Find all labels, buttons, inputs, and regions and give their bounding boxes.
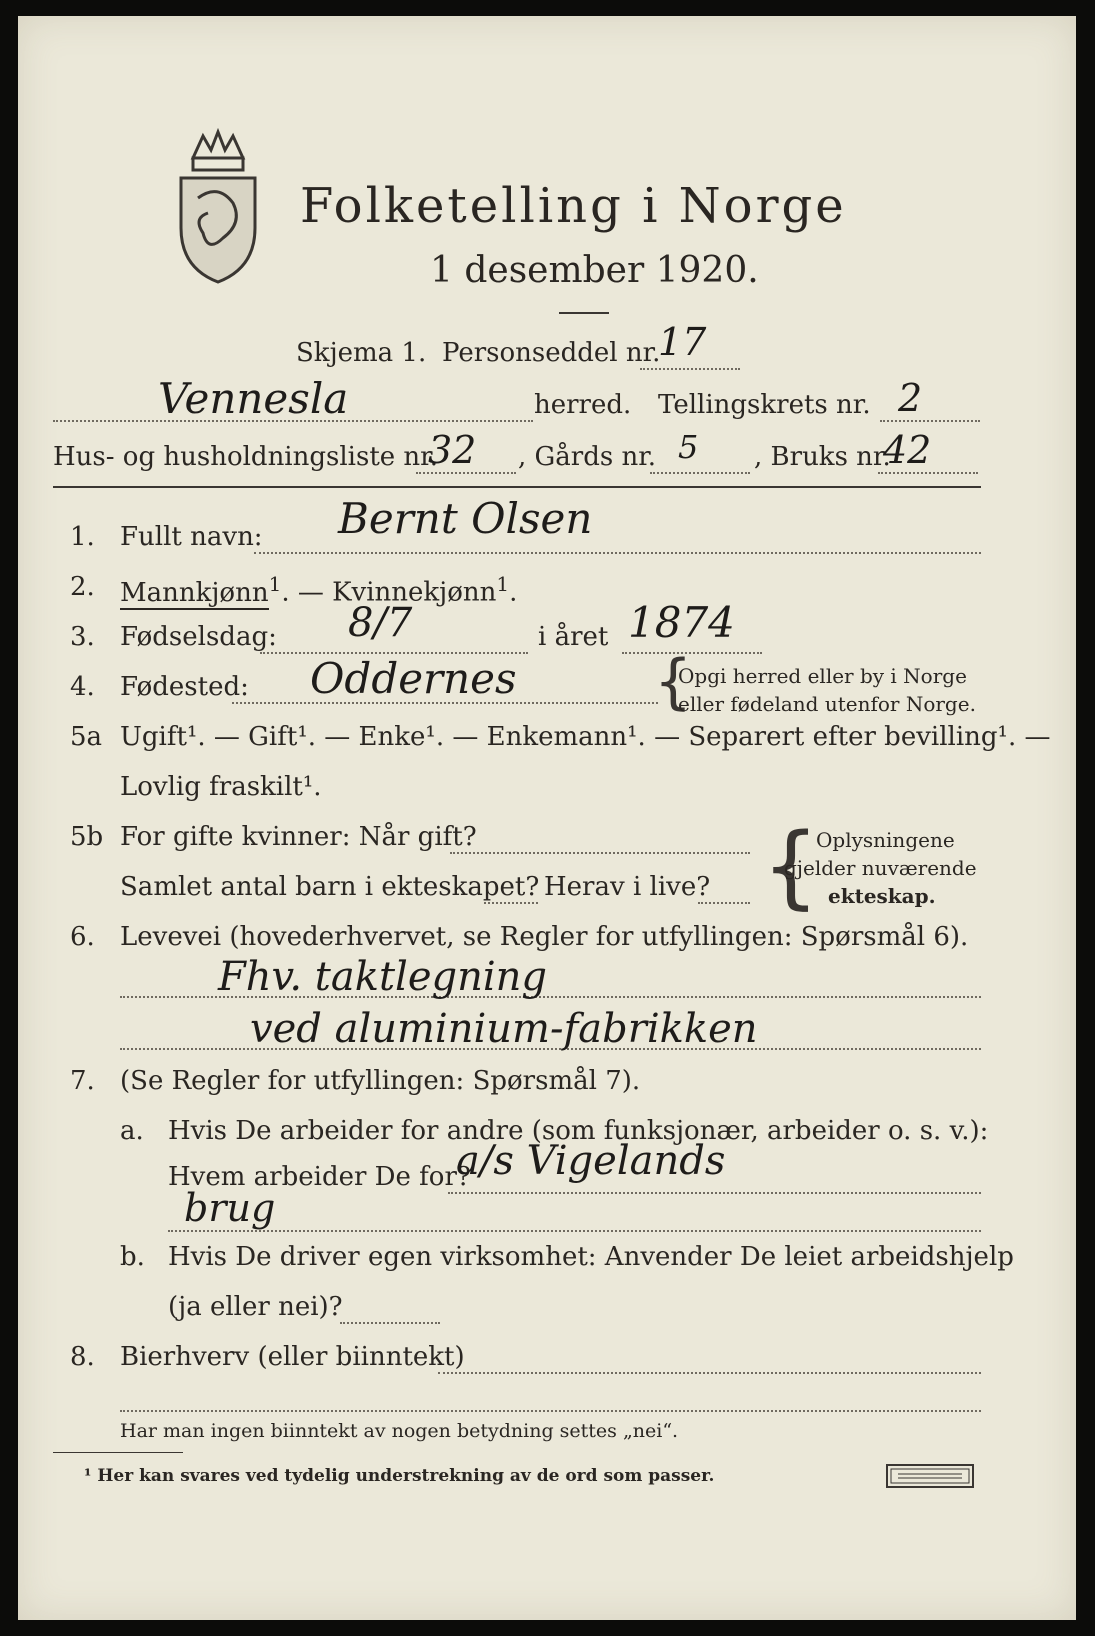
children-alive-label: Herav i live? — [544, 872, 711, 902]
personseddel-label: Personseddel nr. — [442, 338, 661, 368]
birthplace-note-line1: Opgi herred eller by i Norge — [678, 664, 967, 688]
q7b-number: b. — [120, 1242, 145, 1272]
q8-label: Bierhverv (eller biinntekt) — [120, 1342, 465, 1372]
male-option: Mannkjønn — [120, 577, 269, 608]
birthday-value: 8/7 — [348, 600, 413, 646]
footnote: ¹ Her kan svares ved tydelig understrekning av de ord som passer. — [84, 1466, 715, 1486]
birthplace-note-line2: eller fødeland utenfor Norge. — [678, 692, 976, 716]
q4-number: 4. — [70, 672, 95, 702]
q5a-number: 5a — [70, 722, 103, 752]
herred-value: Vennesla — [158, 374, 349, 423]
marital-status-divorced: Lovlig fraskilt¹. — [120, 772, 322, 802]
q5b-number: 5b — [70, 822, 104, 852]
gards-label: , Gårds nr. — [518, 442, 657, 472]
bruks-value: 42 — [883, 428, 932, 472]
q6-number: 6. — [70, 922, 95, 952]
female-option: Kvinnekjønn — [332, 577, 497, 608]
occupation-value-line1: Fhv. taktlegning — [218, 954, 548, 1000]
q7a-text: Hvis De arbeider for andre (som funksjonær, arbeider o. s. v.): — [168, 1116, 989, 1146]
q1-number: 1. — [70, 522, 95, 552]
q3-number: 3. — [70, 622, 95, 652]
census-form: Folketelling i Norge 1 desember 1920. Skjema 1. Personseddel nr. 17 Vennesla herred. Tellingskrets nr. 2 Hus- og husholdningsliste nr. 32 , Gårds nr. 5 , Bruks nr. 42 1. Fullt navn: Bernt Olsen 2. Mannkjønn$^1$. — Kvinnekjønn$^1$. 3. Fødselsdag: 8/7 i året 1874 4. Fødested: Oddernes { Opgi herred eller by i Norge eller fødeland utenfor Norge. 5a Ugift¹. — Gift¹. — Enke¹. — Enkemann¹. — Separert efter bevilling¹. — Lovlig fraskilt¹. 5b For gifte kvinner: Når gift? Samlet antal barn i ekteskapet? Herav i live? { Oplysningene gjelder nuværende ekteskap. 6. Levevei (hovederhvervet, se Regler for utfyllingen: Spørsmål 6). Fhv. taktlegning ved aluminium-fabrikken 7. (Se Regler for utfyllingen: Spørsmål 7). a. Hvis De arbeider for andre (som funksjonær, arbeider o. s. v.): Hvem arbeider De for? a/s Vigelands brug b. Hvis De driver egen virksomhet: Anvender De leiet arbeidshjelp (ja eller nei)? 8. Bierhverv (eller biinntekt) Har man ingen biinntekt av nogen betydning settes „nei“. ¹ Her kan svares ved tydelig understrekning av de ord som passer. — [18, 16, 1076, 1620]
footnote-rule — [53, 1452, 183, 1453]
occupation-value-line2: ved aluminium-fabrikken — [250, 1006, 758, 1052]
household-list-value: 32 — [428, 428, 477, 472]
secondary-income-note: Har man ingen biinntekt av nogen betydning settes „nei“. — [120, 1420, 679, 1442]
tellingskrets-label: Tellingskrets nr. — [658, 390, 871, 420]
employer-value-line1: a/s Vigelands — [456, 1138, 726, 1184]
header-rule — [53, 486, 981, 488]
q3-label: Fødselsdag: — [120, 622, 277, 652]
q7-label: (Se Regler for utfyllingen: Spørsmål 7). — [120, 1066, 641, 1096]
q7b-text: Hvis De driver egen virksomhet: Anvender De leiet arbeidshjelp — [168, 1242, 1014, 1272]
q7-number: 7. — [70, 1066, 95, 1096]
q1-label: Fullt navn: — [120, 522, 263, 552]
hired-help-label: (ja eller nei)? — [168, 1292, 343, 1322]
q8-number: 8. — [70, 1342, 95, 1372]
marital-status-options: Ugift¹. — Gift¹. — Enke¹. — Enkemann¹. — Separert efter bevilling¹. — — [120, 722, 1051, 752]
employer-label: Hvem arbeider De for? — [168, 1162, 471, 1192]
birth-year-value: 1874 — [628, 598, 735, 647]
census-date: 1 desember 1920. — [430, 250, 759, 291]
year-label: i året — [538, 622, 609, 652]
q6-label: Levevei (hovederhvervet, se Regler for utfyllingen: Spørsmål 6). — [120, 922, 969, 952]
household-list-label: Hus- og husholdningsliste nr. — [53, 442, 439, 472]
title-divider — [559, 312, 609, 314]
employer-value-line2: brug — [184, 1186, 276, 1230]
form-title: Folketelling i Norge — [300, 178, 847, 234]
personseddel-value: 17 — [658, 320, 707, 364]
bruks-label: , Bruks nr. — [754, 442, 891, 472]
herred-label: herred. — [534, 390, 632, 420]
printer-stamp-icon — [886, 1464, 974, 1488]
full-name-value: Bernt Olsen — [338, 494, 593, 543]
children-total-label: Samlet antal barn i ekteskapet? — [120, 872, 540, 902]
marriage-note-line1: Oplysningene — [816, 828, 955, 852]
q4-label: Fødested: — [120, 672, 249, 702]
marriage-note-line2: gjelder nuværende — [784, 856, 977, 880]
q2-gender-options: Mannkjønn$^1$. — Kvinnekjønn$^1$. — [120, 572, 518, 608]
gards-value: 5 — [678, 428, 699, 466]
q2-number: 2. — [70, 572, 95, 602]
schema-label: Skjema 1. — [296, 338, 427, 368]
coat-of-arms-icon — [173, 128, 263, 284]
when-married-label: For gifte kvinner: Når gift? — [120, 822, 477, 852]
birthplace-value: Oddernes — [310, 654, 517, 703]
marriage-note-line3: ekteskap. — [828, 884, 936, 908]
tellingskrets-value: 2 — [898, 376, 923, 420]
q7a-number: a. — [120, 1116, 144, 1146]
